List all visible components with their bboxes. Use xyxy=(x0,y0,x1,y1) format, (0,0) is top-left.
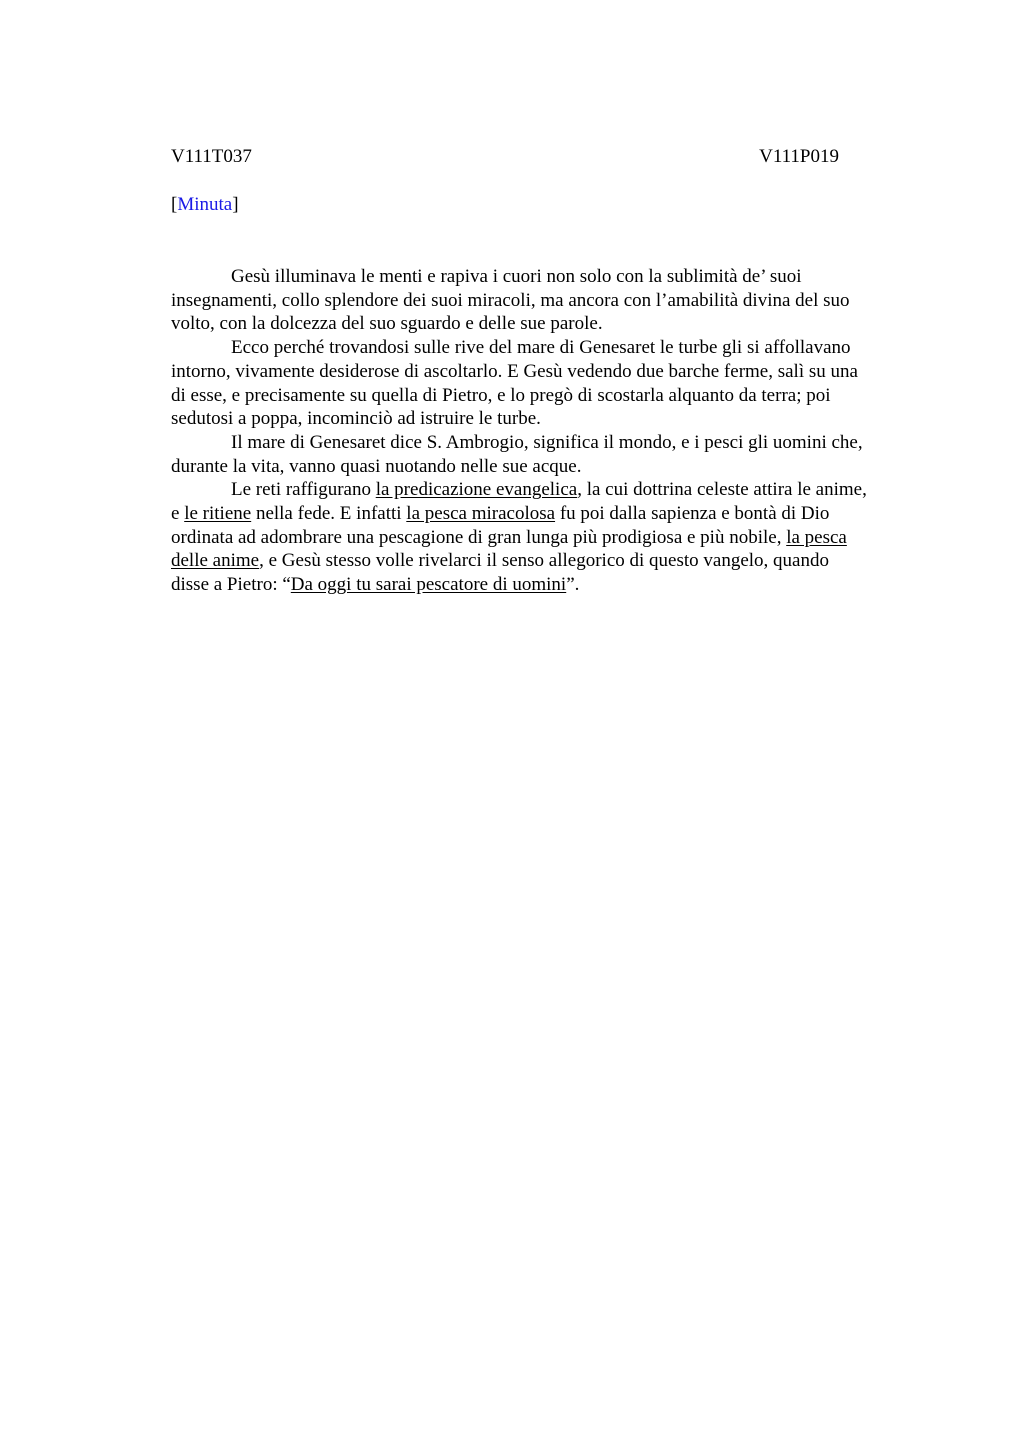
underlined-phrase: le ritiene xyxy=(184,503,252,525)
paragraph-2-line-4: sedutosi a poppa, incominciò ad istruire le turbe. xyxy=(171,408,541,430)
paragraph-3 xyxy=(171,431,931,478)
paragraph-1 xyxy=(171,265,931,336)
paragraph-2-line-2: intorno, vivamente desiderose di ascoltarlo. E Gesù vedendo due barche ferme, salì su una xyxy=(171,360,858,382)
minuta-link[interactable]: Minuta xyxy=(177,194,233,215)
paragraph-4 xyxy=(171,478,931,597)
paragraph-4-text: Le reti raffigurano xyxy=(231,479,376,501)
paragraph-3-line-1: Il mare di Genesaret dice S. Ambrogio, significa il mondo, e i pesci gli uomini che, xyxy=(231,431,863,453)
paragraph-4-text: , la cui dottrina celeste attira le anime, xyxy=(577,479,867,501)
paragraph-4-text: fu poi dalla sapienza e bontà di Dio xyxy=(555,503,830,525)
document-code-right: V111P019 xyxy=(759,146,839,167)
document-body xyxy=(171,265,931,597)
bracket-open: [ xyxy=(171,194,178,215)
underlined-phrase: delle anime xyxy=(171,550,260,572)
paragraph-4-text: , e Gesù stesso volle rivelarci il senso allegorico di questo vangelo, quando xyxy=(259,550,829,572)
paragraph-2-line-1: Ecco perché trovandosi sulle rive del mare di Genesaret le turbe gli si affollavano xyxy=(231,337,851,359)
underlined-phrase: Da oggi tu sarai pescatore di uomini xyxy=(290,574,567,596)
paragraph-2-line-3: di esse, e precisamente su quella di Pietro, e lo pregò di scostarla alquanto da terra; poi xyxy=(171,384,831,406)
paragraph-2 xyxy=(171,336,931,431)
document-codes xyxy=(171,146,839,172)
paragraph-4-text: e xyxy=(171,503,185,525)
paragraph-3-line-2: durante la vita, vanno quasi nuotando nelle sue acque. xyxy=(171,455,582,477)
paragraph-4-text: nella fede. E infatti xyxy=(251,503,407,525)
underlined-phrase: la predicazione evangelica xyxy=(375,479,578,501)
paragraph-1-line-1: Gesù illuminava le menti e rapiva i cuori non solo con la sublimità de’ suoi xyxy=(231,266,802,287)
underlined-phrase: la pesca miracolosa xyxy=(406,503,556,525)
paragraph-4-text: ordinata ad adombrare una pescagione di gran lunga più prodigiosa e più nobile, xyxy=(171,526,787,548)
paragraph-4-text: disse a Pietro: “ xyxy=(171,574,291,596)
minuta-label xyxy=(171,194,239,216)
document-code-left: V111T037 xyxy=(171,146,252,167)
underlined-phrase: la pesca xyxy=(786,526,847,548)
paragraph-1-line-3: volto, con la dolcezza del suo sguardo e delle sue parole. xyxy=(171,313,603,335)
bracket-close: ] xyxy=(232,194,239,215)
paragraph-4-text: ”. xyxy=(566,574,580,596)
paragraph-1-line-2: insegnamenti, collo splendore dei suoi miracoli, ma ancora con l’amabilità divina del suo xyxy=(171,289,850,311)
